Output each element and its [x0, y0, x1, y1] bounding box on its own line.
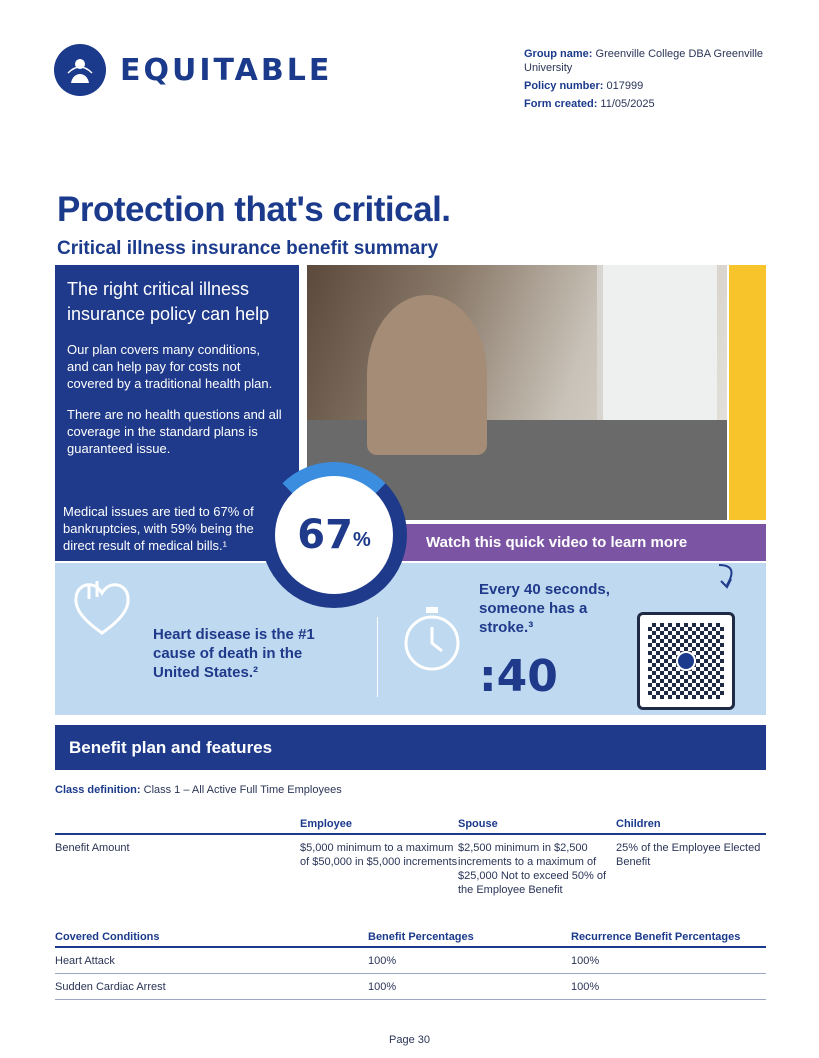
benefit-table [55, 818, 766, 902]
covered-conditions-table [55, 931, 766, 1000]
video-cta-banner[interactable]: Watch this quick video to learn more [395, 524, 766, 561]
bankruptcy-stat-text: Medical issues are tied to 67% of bankruptcies, with 59% being the direct result of medical bills.¹ [63, 504, 254, 553]
qr-code-pattern [648, 623, 724, 699]
condition-benefit: 100% [368, 974, 571, 1000]
benefit-row-label: Benefit Amount [55, 842, 130, 854]
table-row [55, 834, 766, 902]
conditions-header-recurrence: Recurrence Benefit Percentages [571, 931, 766, 947]
form-created-value: 11/05/2025 [600, 98, 655, 110]
benefit-header-blank [55, 818, 300, 834]
hero-paragraph-1: Our plan covers many conditions, and can help pay for costs not covered by a traditional health plan. [67, 342, 273, 391]
page-title: Protection that's critical. [57, 190, 451, 229]
qr-logo-icon [676, 651, 696, 671]
stat-ring [261, 462, 407, 608]
hero-paragraph-2: There are no health questions and all coverage in the standard plans is guaranteed issue. [67, 407, 282, 456]
conditions-header-condition: Covered Conditions [55, 931, 368, 947]
benefit-header-employee: Employee [300, 818, 458, 834]
benefit-table-header [55, 818, 766, 834]
policy-meta [524, 47, 764, 115]
class-definition [55, 784, 342, 796]
policy-number-value: 017999 [606, 80, 644, 92]
logo-wordmark: EQUITABLE [120, 52, 333, 88]
stopwatch-icon [397, 603, 467, 673]
condition-recurrence: 100% [571, 974, 766, 1000]
page-number: Page 30 [389, 1034, 430, 1046]
table-row [55, 947, 766, 974]
heart-icon [69, 577, 135, 637]
benefit-children-cell: 25% of the Employee Elected Benefit [616, 842, 761, 868]
policy-number-label: Policy number: [524, 80, 604, 92]
class-definition-value: Class 1 – All Active Full Time Employees [143, 784, 342, 796]
stats-divider [377, 617, 378, 697]
conditions-table-header [55, 931, 766, 947]
conditions-header-benefit: Benefit Percentages [368, 931, 571, 947]
form-created-row [524, 97, 764, 111]
benefit-employee-cell: $5,000 minimum to a maximum of $50,000 in $5,000 increments [300, 842, 458, 868]
table-row [55, 974, 766, 1000]
qr-code-icon[interactable] [637, 612, 735, 710]
form-created-label: Form created: [524, 98, 598, 110]
curved-arrow-icon [715, 563, 745, 593]
group-name-label: Group name: [524, 48, 593, 60]
stat-percent-sign: % [352, 528, 371, 551]
hero-infographic [55, 265, 766, 715]
benefit-header-spouse: Spouse [458, 818, 616, 834]
benefit-spouse-cell: $2,500 minimum in $2,500 increments to a maximum of $25,000 Not to exceed 50% of the Employee Benefit [458, 842, 606, 896]
heart-disease-text: Heart disease is the #1 cause of death in the United States.² [153, 626, 315, 681]
group-name-row [524, 47, 764, 75]
policy-number-row [524, 79, 764, 93]
stat-number: 67 [297, 512, 353, 558]
stroke-stat-text: Every 40 seconds, someone has a stroke.³ [479, 581, 610, 636]
class-definition-label: Class definition: [55, 784, 141, 796]
condition-recurrence: 100% [571, 947, 766, 974]
condition-name: Sudden Cardiac Arrest [55, 974, 368, 1000]
photo-person [367, 295, 487, 455]
section-header-bar: Benefit plan and features [55, 725, 766, 770]
page-subtitle: Critical illness insurance benefit summary [57, 238, 439, 259]
yellow-accent-bar [729, 265, 766, 520]
benefit-header-children: Children [616, 818, 766, 834]
group-name-value: Greenville College DBA Greenville University [524, 48, 764, 74]
equitable-logo [54, 44, 332, 96]
condition-benefit: 100% [368, 947, 571, 974]
logo-emblem-icon [54, 44, 106, 96]
hero-headline: The right critical illness insurance policy can help [67, 279, 270, 324]
stroke-stat-number: :40 [479, 651, 558, 702]
condition-name: Heart Attack [55, 947, 368, 974]
